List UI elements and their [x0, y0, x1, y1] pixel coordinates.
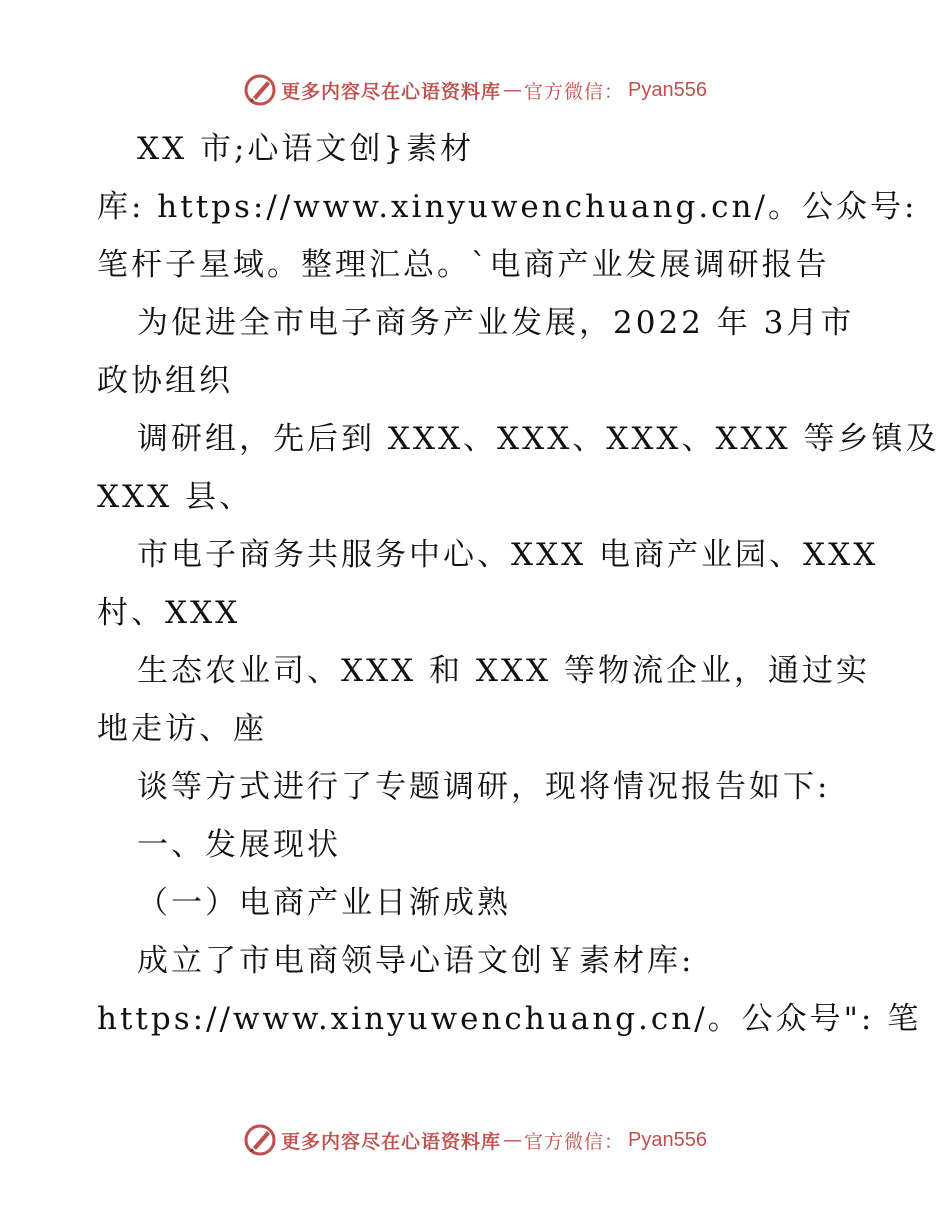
document-line: 村、XXX [97, 595, 241, 631]
document-line: 为促进全市电子商务产业发展，2022 年 3月市 [137, 305, 855, 341]
document-line: 政协组织 [97, 363, 233, 399]
document-line: 市电子商务共服务中心、XXX 电商产业园、XXX [137, 537, 879, 573]
banner-wechat-id: Pyan556 [628, 78, 707, 101]
document-line: 地走访、座 [97, 711, 267, 747]
document-line: 调研组，先后到 XXX、XXX、XXX、XXX 等乡镇及 [137, 421, 940, 457]
section-heading: 一、发展现状 [137, 827, 341, 863]
brush-circle-logo-icon [243, 1123, 277, 1157]
document-line: XX 市;心语文创}素材 [137, 131, 475, 167]
header-banner [0, 70, 950, 110]
document-line: 笔杆子星域。整理汇总。`电商产业发展调研报告 [97, 247, 830, 283]
banner-dash: — [503, 79, 523, 101]
banner-wechat-id: Pyan556 [628, 1128, 707, 1151]
document-line: https://www.xinyuwenchuang.cn/。公众号": 笔 [97, 1001, 922, 1037]
document-line: 库: https://www.xinyuwenchuang.cn/。公众号: [97, 189, 918, 225]
document-line: XXX 县、 [97, 479, 254, 515]
banner-dash: — [503, 1129, 523, 1151]
document-line: 成立了市电商领导心语文创￥素材库: [137, 943, 695, 979]
brush-circle-logo-icon [243, 73, 277, 107]
footer-banner [0, 1120, 950, 1160]
subsection-heading: （一）电商产业日渐成熟 [137, 885, 511, 921]
banner-main-text: 更多内容尽在心语资料库 [281, 1130, 502, 1153]
banner-official-text: 官方微信： [524, 1130, 625, 1153]
banner-main-text: 更多内容尽在心语资料库 [281, 80, 502, 103]
document-line: 生态农业司、XXX 和 XXX 等物流企业，通过实 [137, 653, 870, 689]
document-line: 谈等方式进行了专题调研，现将情况报告如下: [137, 769, 831, 805]
banner-official-text: 官方微信： [524, 80, 625, 103]
